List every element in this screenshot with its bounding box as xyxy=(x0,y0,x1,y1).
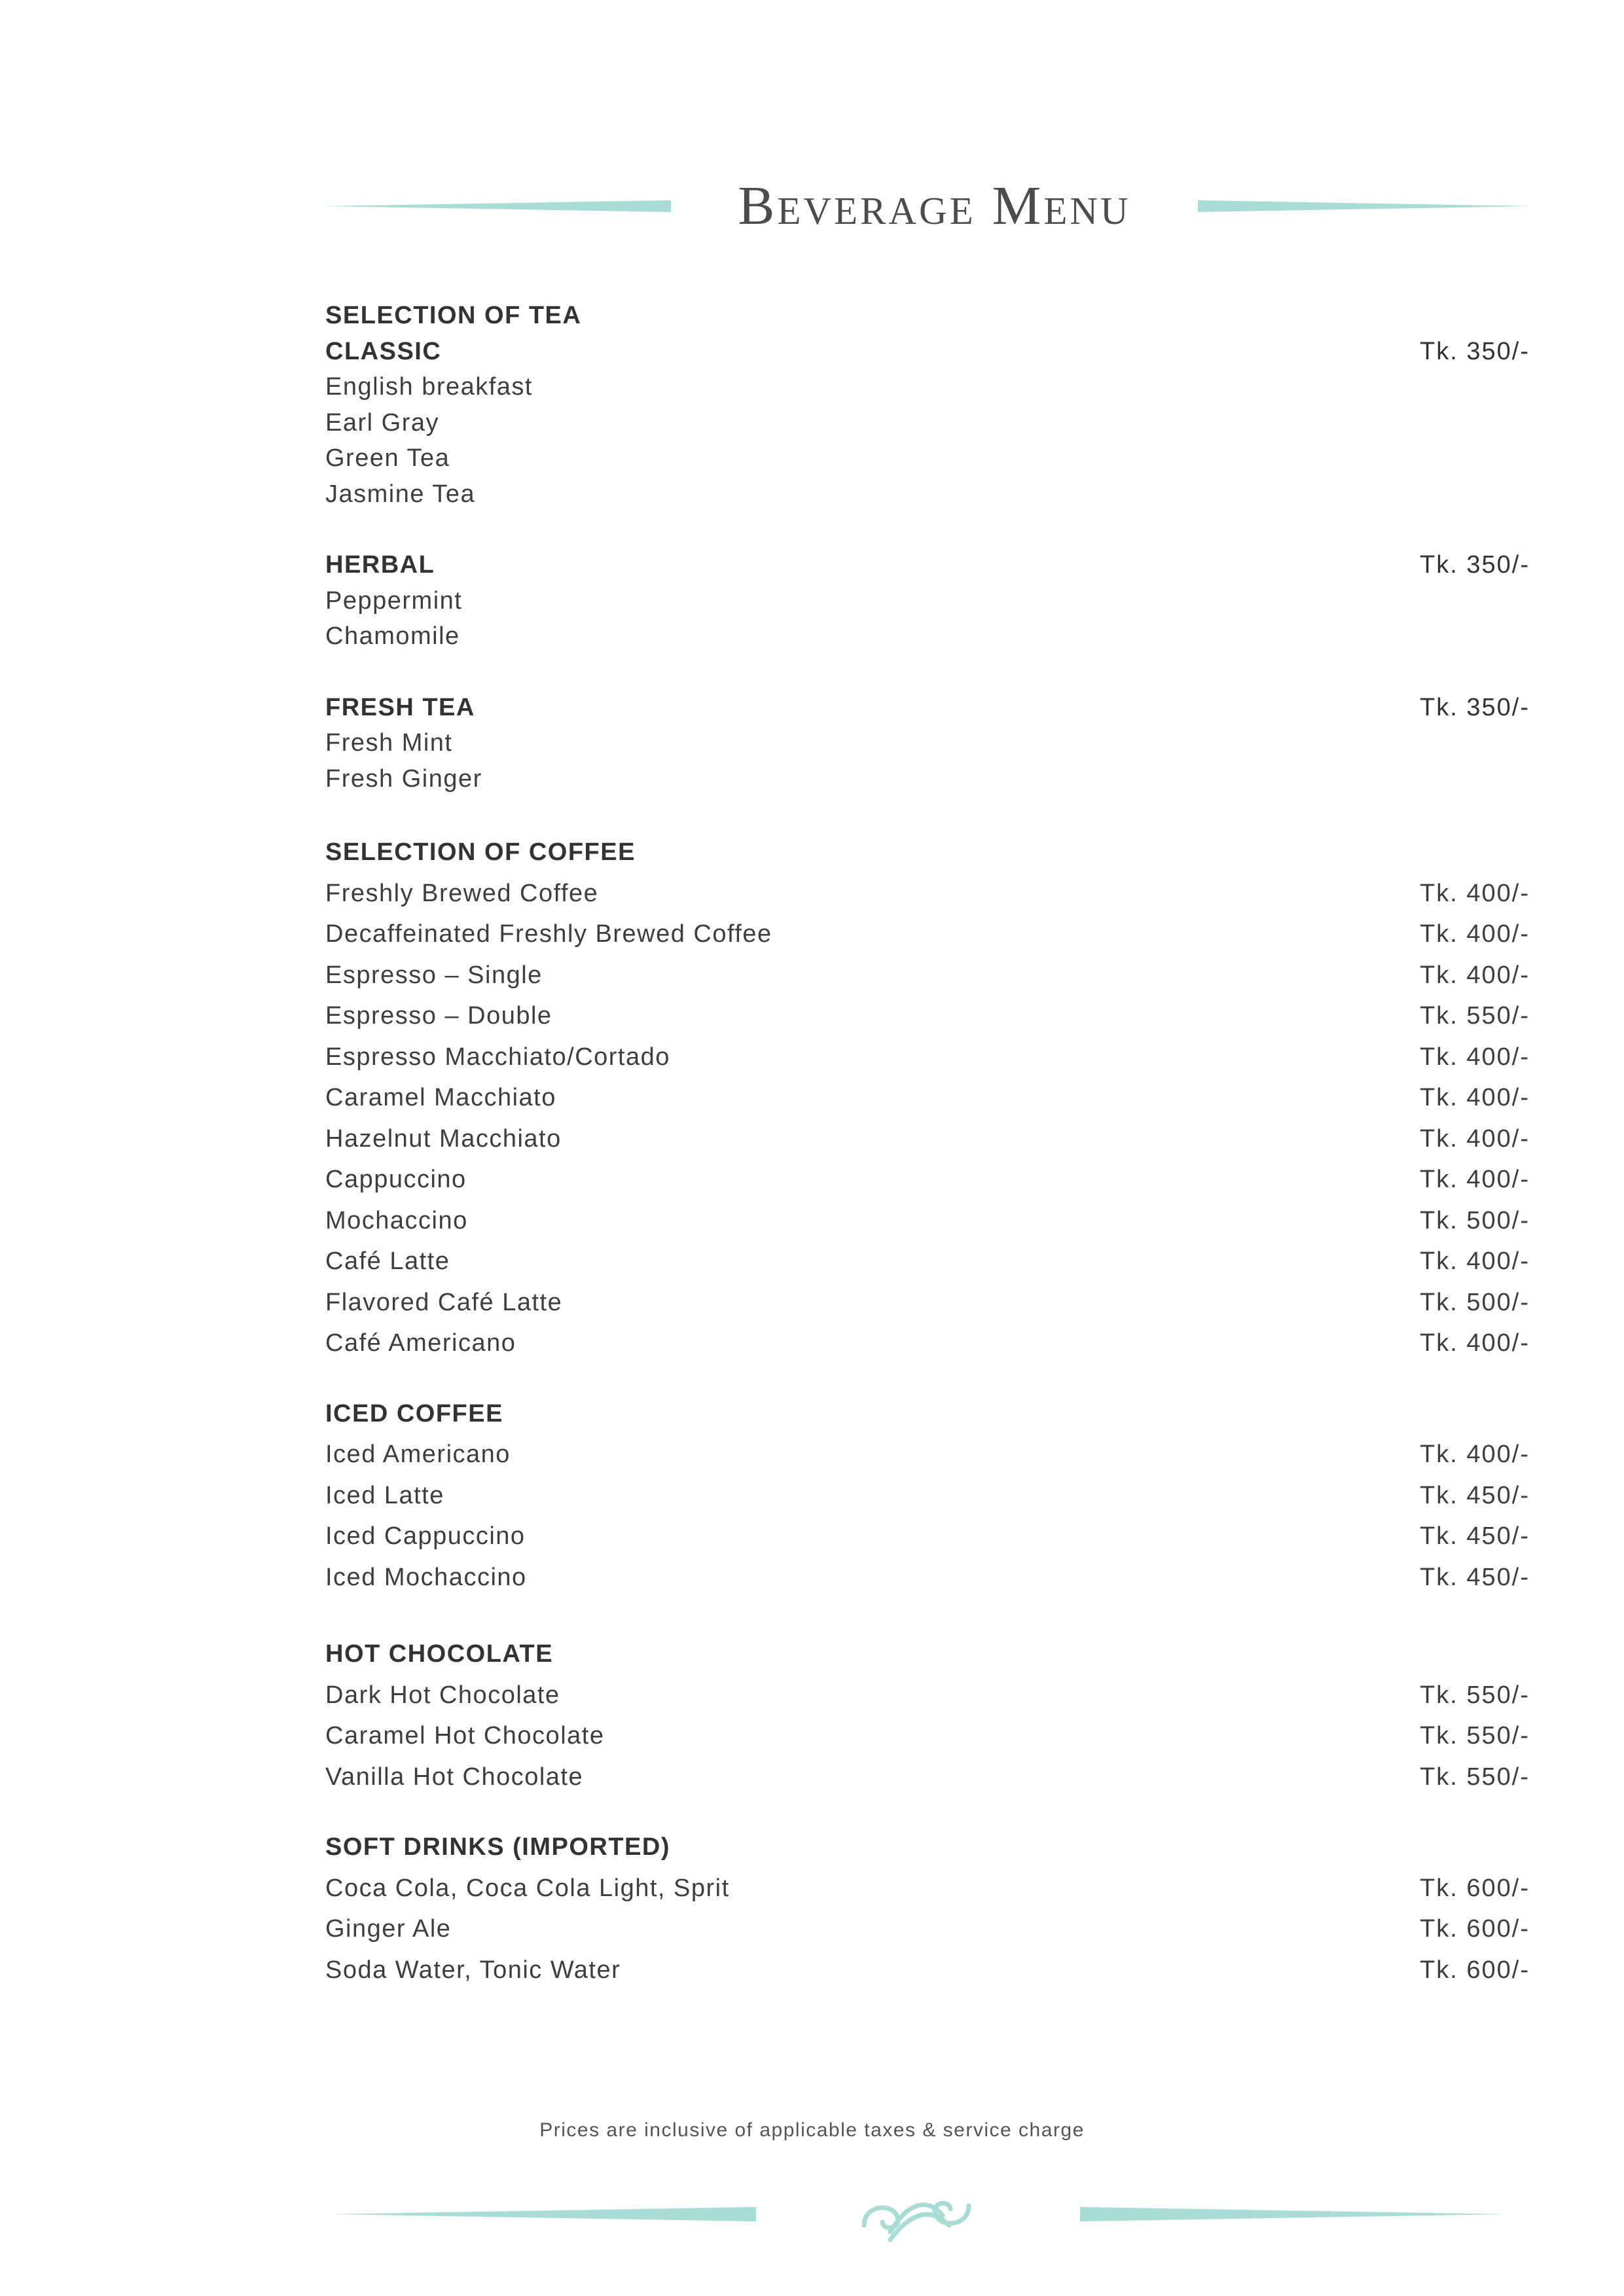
item-name: Espresso Macchiato/Cortado xyxy=(325,1043,670,1071)
list-item xyxy=(325,955,1530,996)
item-price: Tk. 400/- xyxy=(1420,1043,1530,1071)
list-item xyxy=(325,1475,1530,1516)
item-name: Iced Americano xyxy=(325,1441,511,1468)
item-name: Green Tea xyxy=(325,444,450,472)
list-item xyxy=(325,761,1530,797)
header-divider-right xyxy=(1198,196,1532,216)
list-item xyxy=(325,583,1530,619)
list-item xyxy=(325,996,1530,1037)
list-item xyxy=(325,1119,1530,1160)
section-title: SOFT DRINKS (IMPORTED) xyxy=(325,1833,670,1861)
item-price: Tk. 600/- xyxy=(1420,1874,1530,1902)
section-heading-coffee xyxy=(325,832,1530,873)
item-name: Coca Cola, Coca Cola Light, Sprit xyxy=(325,1874,730,1902)
tea-group-price: Tk. 350/- xyxy=(1420,551,1530,579)
item-price: Tk. 400/- xyxy=(1420,1441,1530,1468)
tea-group-name: FRESH TEA xyxy=(325,693,475,721)
item-price: Tk. 400/- xyxy=(1420,961,1530,989)
footer-decoration xyxy=(0,2186,1624,2245)
item-price: Tk. 550/- xyxy=(1420,1681,1530,1709)
item-price: Tk. 500/- xyxy=(1420,1288,1530,1316)
list-item xyxy=(325,1037,1530,1078)
menu-header xyxy=(0,164,1624,249)
list-item xyxy=(325,1675,1530,1716)
item-price: Tk. 600/- xyxy=(1420,1956,1530,1984)
list-item xyxy=(325,1282,1530,1323)
item-name: Fresh Ginger xyxy=(325,764,482,793)
section-heading-tea xyxy=(325,298,1530,334)
section-title: ICED COFFEE xyxy=(325,1399,503,1427)
item-name: Caramel Hot Chocolate xyxy=(325,1722,605,1749)
tea-group-classic xyxy=(325,334,1530,512)
item-price: Tk. 400/- xyxy=(1420,1124,1530,1153)
tea-group-heading xyxy=(325,690,1530,726)
tea-group-fresh xyxy=(325,690,1530,797)
item-name: Espresso – Double xyxy=(325,1002,552,1030)
item-price: Tk. 400/- xyxy=(1420,920,1530,948)
item-name: Hazelnut Macchiato xyxy=(325,1124,562,1153)
menu-list xyxy=(325,298,1530,1990)
footer-divider-right xyxy=(1080,2204,1506,2224)
item-price: Tk. 400/- xyxy=(1420,1084,1530,1111)
list-item xyxy=(325,440,1530,476)
footer-divider-left xyxy=(331,2204,756,2224)
hot-chocolate-section xyxy=(325,1634,1530,1797)
tea-group-name: HERBAL xyxy=(325,551,435,579)
tea-group-heading xyxy=(325,547,1530,583)
item-name: Iced Mochaccino xyxy=(325,1563,527,1591)
item-price: Tk. 450/- xyxy=(1420,1563,1530,1591)
header-divider-left xyxy=(324,196,671,216)
section-heading-iced-coffee xyxy=(325,1393,1530,1435)
list-item xyxy=(325,1323,1530,1364)
section-title: HOT CHOCOLATE xyxy=(325,1640,554,1668)
list-item xyxy=(325,1159,1530,1200)
section-heading-hot-chocolate xyxy=(325,1634,1530,1675)
item-name: Jasmine Tea xyxy=(325,480,476,508)
list-item xyxy=(325,1557,1530,1598)
list-item xyxy=(325,1434,1530,1475)
tea-section xyxy=(325,298,1530,797)
item-price: Tk. 550/- xyxy=(1420,1763,1530,1791)
item-name: Cappuccino xyxy=(325,1166,467,1193)
item-price: Tk. 400/- xyxy=(1420,1247,1530,1275)
section-heading-soft-drinks xyxy=(325,1827,1530,1868)
list-item xyxy=(325,1950,1530,1991)
item-name: Ginger Ale xyxy=(325,1915,452,1943)
item-name: Peppermint xyxy=(325,586,463,615)
tea-group-name: CLASSIC xyxy=(325,337,442,365)
item-name: Café Americano xyxy=(325,1329,516,1357)
item-name: Vanilla Hot Chocolate xyxy=(325,1763,584,1791)
soft-drinks-section xyxy=(325,1827,1530,1990)
item-name: Freshly Brewed Coffee xyxy=(325,879,599,907)
list-item xyxy=(325,1757,1530,1798)
list-item xyxy=(325,369,1530,405)
item-name: English breakfast xyxy=(325,373,533,401)
item-price: Tk. 400/- xyxy=(1420,1166,1530,1193)
item-price: Tk. 400/- xyxy=(1420,1329,1530,1357)
item-price: Tk. 550/- xyxy=(1420,1002,1530,1030)
item-name: Flavored Café Latte xyxy=(325,1288,563,1316)
item-price: Tk. 450/- xyxy=(1420,1522,1530,1550)
item-name: Dark Hot Chocolate xyxy=(325,1681,560,1709)
item-price: Tk. 600/- xyxy=(1420,1915,1530,1943)
flourish-icon xyxy=(851,2186,982,2245)
section-title: SELECTION OF TEA xyxy=(325,302,582,329)
item-name: Iced Latte xyxy=(325,1481,444,1509)
list-item xyxy=(325,1200,1530,1242)
iced-coffee-section xyxy=(325,1393,1530,1598)
coffee-section xyxy=(325,832,1530,1364)
item-name: Café Latte xyxy=(325,1247,450,1275)
list-item xyxy=(325,1909,1530,1950)
item-price: Tk. 400/- xyxy=(1420,879,1530,907)
item-price: Tk. 450/- xyxy=(1420,1481,1530,1509)
tea-group-price: Tk. 350/- xyxy=(1420,693,1530,721)
list-item xyxy=(325,914,1530,955)
list-item xyxy=(325,725,1530,761)
item-price: Tk. 500/- xyxy=(1420,1206,1530,1234)
item-name: Iced Cappuccino xyxy=(325,1522,526,1550)
item-name: Soda Water, Tonic Water xyxy=(325,1956,621,1984)
item-name: Earl Gray xyxy=(325,408,439,437)
list-item xyxy=(325,1077,1530,1119)
item-name: Chamomile xyxy=(325,622,460,650)
page-title: Beverage Menu xyxy=(738,175,1131,236)
list-item xyxy=(325,476,1530,512)
item-name: Decaffeinated Freshly Brewed Coffee xyxy=(325,920,772,948)
tea-group-herbal xyxy=(325,547,1530,655)
item-name: Fresh Mint xyxy=(325,729,453,757)
list-item xyxy=(325,1715,1530,1757)
item-name: Caramel Macchiato xyxy=(325,1084,556,1111)
item-name: Espresso – Single xyxy=(325,961,543,989)
list-item xyxy=(325,619,1530,655)
list-item xyxy=(325,1516,1530,1557)
list-item xyxy=(325,405,1530,441)
list-item xyxy=(325,1868,1530,1909)
list-item xyxy=(325,873,1530,914)
footer-note: Prices are inclusive of applicable taxes & service charge xyxy=(539,2119,1085,2141)
tea-group-heading xyxy=(325,334,1530,370)
list-item xyxy=(325,1241,1530,1282)
tea-group-price: Tk. 350/- xyxy=(1420,337,1530,365)
item-price: Tk. 550/- xyxy=(1420,1722,1530,1749)
item-name: Mochaccino xyxy=(325,1206,468,1234)
section-title: SELECTION OF COFFEE xyxy=(325,838,636,866)
